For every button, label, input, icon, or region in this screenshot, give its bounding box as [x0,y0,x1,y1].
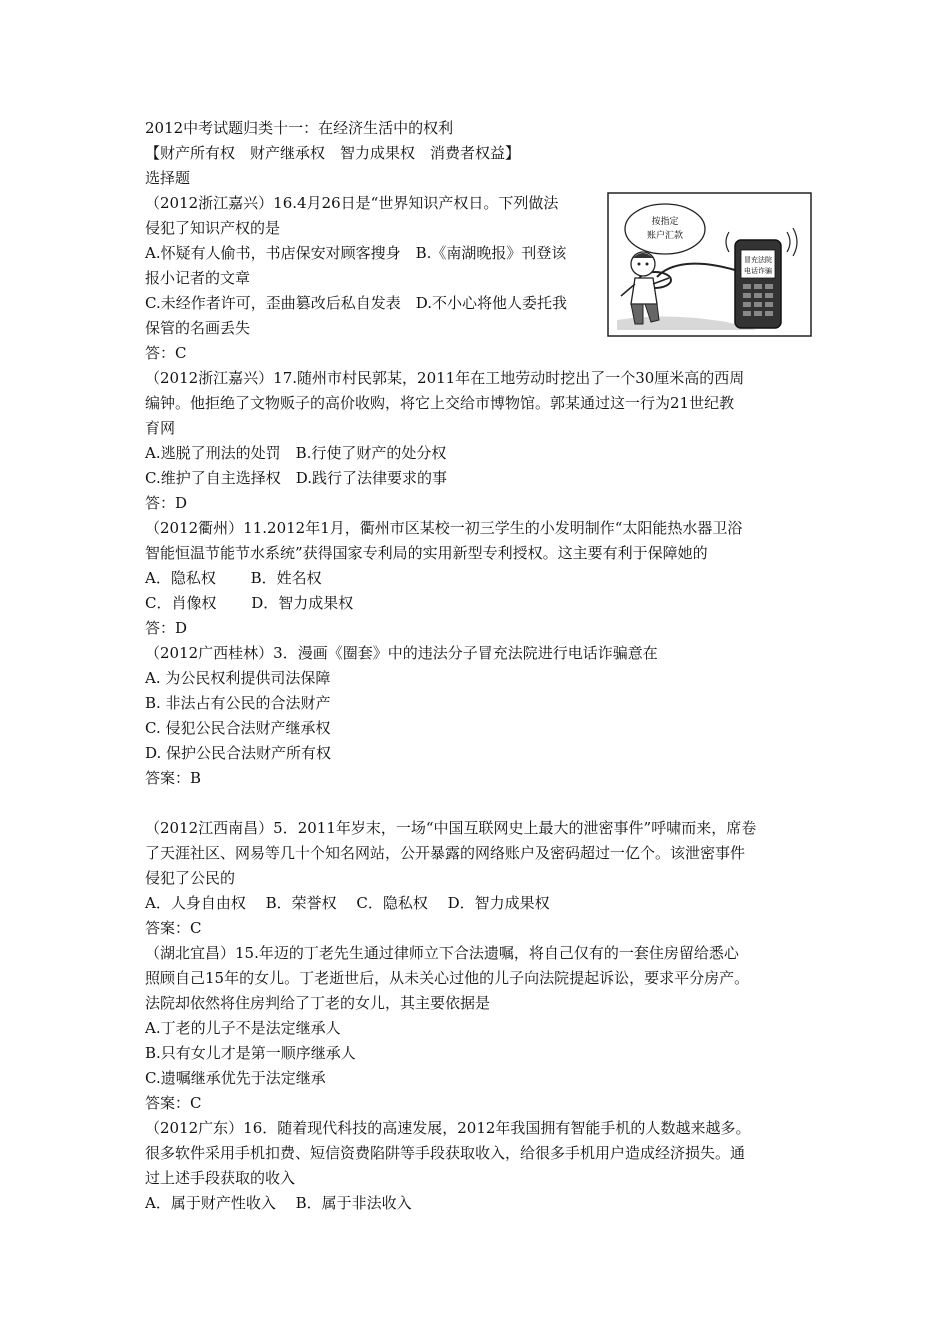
question-text: 法院却依然将住房判给了丁老的女儿，其主要依据是 [145,994,491,1012]
question-text: （2012衢州）11.2012年1月，衢州市区某校一初三学生的小发明制作“太阳能热水器卫浴 [145,519,743,537]
question-2 [145,366,815,516]
question-text: （2012江西南昌）5．2011年岁末，一场“中国互联网史上最大的泄密事件”呼啸而来，席卷 [145,819,757,837]
answer-line: 答案：C [145,1094,202,1112]
option-line: C.遗嘱继承优先于法定继承 [145,1069,326,1087]
question-text: （2012浙江嘉兴）17.随州市村民郭某，2011年在工地劳动时挖出了一个30厘米高的西周 [145,369,745,387]
question-text: 侵犯了公民的 [145,869,236,887]
option-line: B.只有女儿才是第一顺序继承人 [145,1044,356,1062]
question-text: 照顾自己15年的女儿。丁老逝世后，从未关心过他的儿子向法院提起诉讼，要求平分房产。 [145,969,750,987]
section-heading: 选择题 [145,169,191,187]
question-text: （2012广西桂林）3．漫画《圈套》中的违法分子冒充法院进行电话诈骗意在 [145,644,658,662]
question-text: 编钟。他拒绝了文物贩子的高价收购，将它上交给市博物馆。郭某通过这一行为21世纪教 [145,394,735,412]
speech-bubble [625,204,705,254]
phone-screen-text: 冒充法院 [744,256,772,264]
option-line: 报小记者的文章 [145,269,251,287]
option-line: C. 侵犯公民合法财产继承权 [145,719,331,737]
question-text: （2012浙江嘉兴）16.4月26日是“世界知识产权日。下列做法 [145,194,559,212]
option-line: C.未经作者许可，歪曲篡改后私自发表 D.不小心将他人委托我 [145,294,567,312]
option-line: A．人身自由权 B．荣誉权 C．隐私权 D．智力成果权 [145,894,550,912]
answer-line: 答案：B [145,769,202,787]
phone-screen-text: 电话诈骗 [744,267,772,275]
question-4 [145,641,815,791]
question-6 [145,941,815,1116]
answer-line: 答：D [145,494,188,512]
question-text: 很多软件采用手机扣费、短信资费陷阱等手段获取收入，给很多手机用户造成经济损失。通 [145,1144,746,1162]
option-line: C．肖像权 D．智力成果权 [145,594,354,612]
answer-line: 答：D [145,619,188,637]
option-line: A．隐私权 B．姓名权 [145,569,322,587]
question-3 [145,516,815,641]
question-text: 侵犯了知识产权的是 [145,219,281,237]
option-line: B. 非法占有公民的合法财产 [145,694,331,712]
option-line: A. 为公民权利提供司法保障 [145,669,331,687]
question-text: 智能恒温节能节水系统”获得国家专利局的实用新型专利授权。这主要有利于保障她的 [145,544,708,562]
bubble-text: 账户汇款 [646,231,684,241]
option-line: A.怀疑有人偷书，书店保安对顾客搜身 B.《南湖晚报》刊登该 [145,244,567,262]
option-line: A．属于财产性收入 B．属于非法收入 [145,1194,412,1212]
option-line: A.丁老的儿子不是法定继承人 [145,1019,341,1037]
question-text: （2012广东）16．随着现代科技的高速发展，2012年我国拥有智能手机的人数越来越多。 [145,1119,751,1137]
question-text: （湖北宜昌）15.年迈的丁老先生通过律师立下合法遗嘱，将自己仅有的一套住房留给悉心 [145,944,739,962]
phone-scam-cartoon [607,192,812,337]
option-line: 保管的名画丢失 [145,319,251,337]
question-7 [145,1116,815,1216]
option-line: D. 保护公民合法财产所有权 [145,744,332,762]
bubble-text: 按指定 [651,217,679,227]
blank-line [145,791,815,816]
document-title: 2012中考试题归类十一：在经济生活中的权利 [145,119,454,137]
question-5 [145,816,815,941]
phone-icon [735,240,781,328]
option-line: C.维护了自主选择权 D.践行了法律要求的事 [145,469,447,487]
answer-line: 答案：C [145,919,202,937]
question-text: 过上述手段获取的收入 [145,1169,296,1187]
question-text: 育网 [145,419,176,437]
option-line: A.逃脱了刑法的处罚 B.行使了财产的处分权 [145,444,447,462]
answer-line: 答：C [145,344,187,362]
topic-list: 【财产所有权 财产继承权 智力成果权 消费者权益】 [145,144,521,162]
question-text: 了天涯社区、网易等几十个知名网站，公开暴露的网络账户及密码超过一亿个。该泄密事件 [145,844,746,862]
